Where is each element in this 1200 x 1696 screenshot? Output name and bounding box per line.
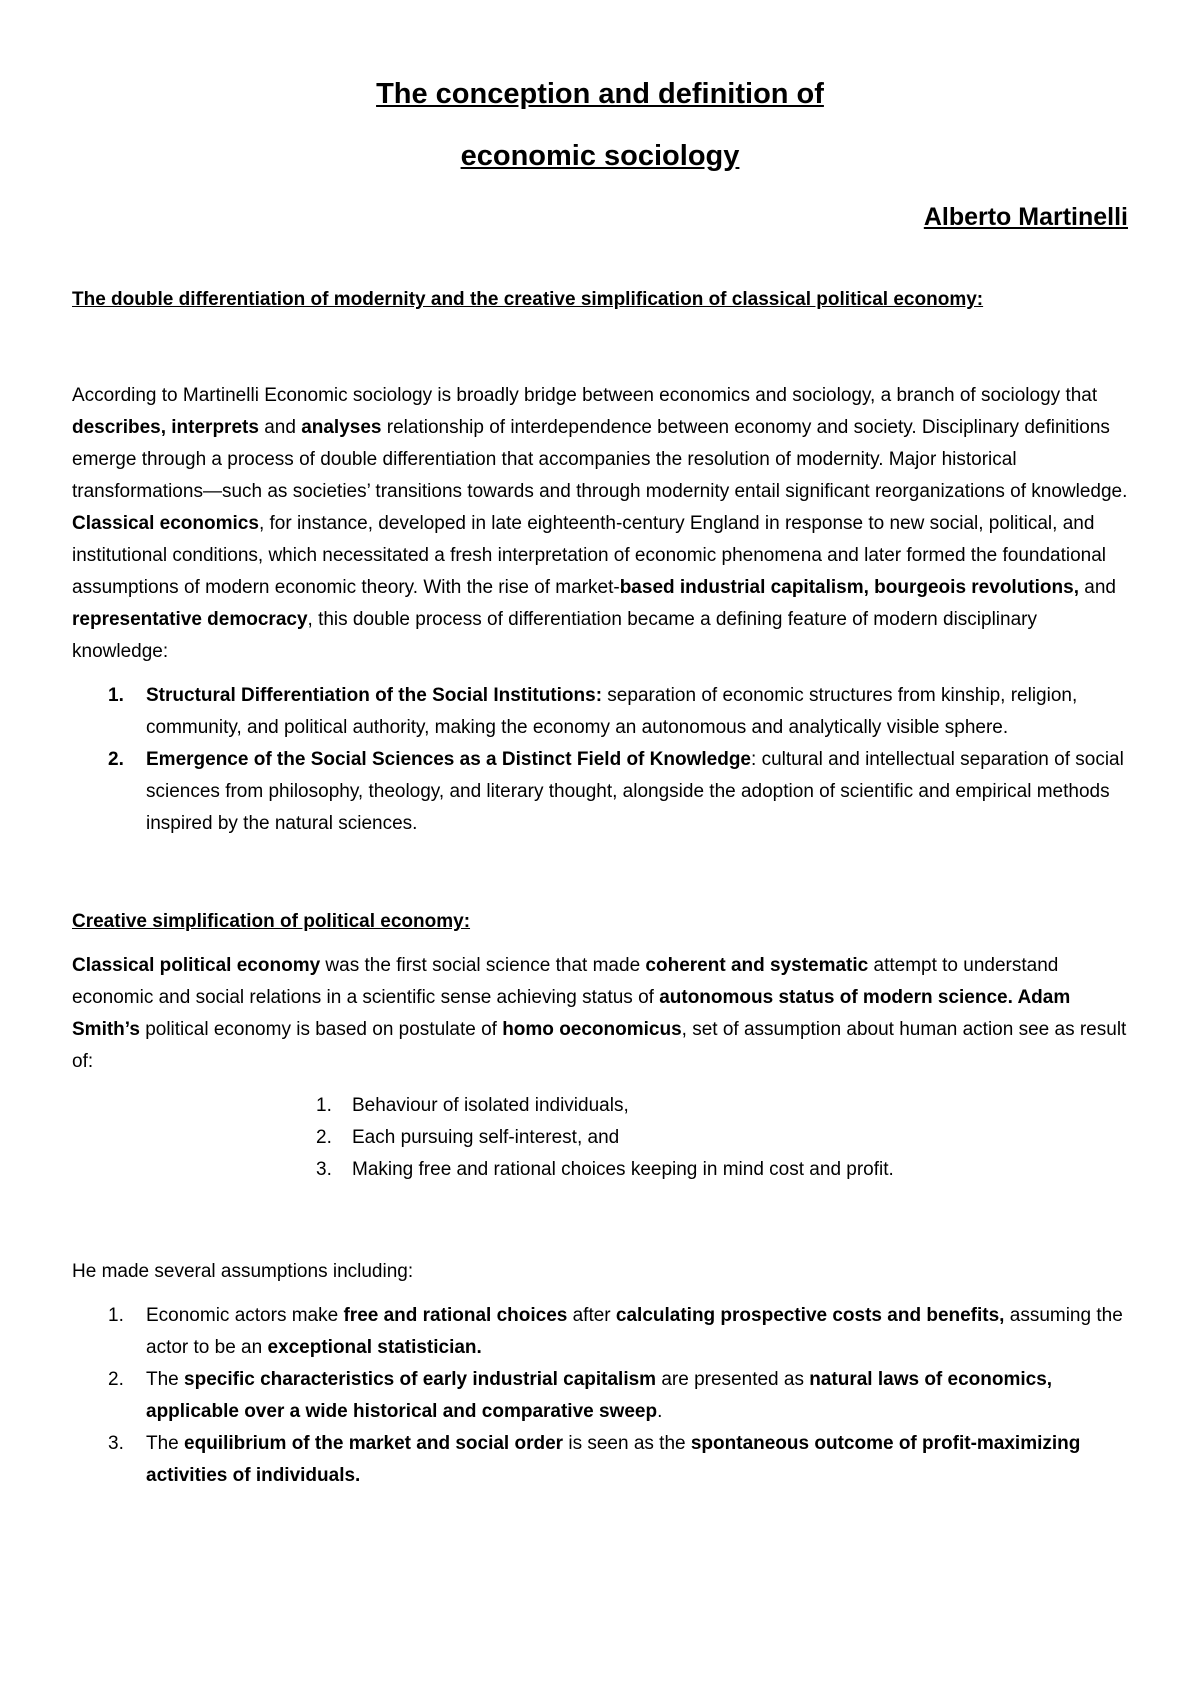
list-item: 2. Each pursuing self-interest, and — [316, 1127, 620, 1148]
list-item: 2. The specific characteristics of early industrial capitalism are presented as natural laws of economics, applicable over a wide historical and comparative sweep. — [108, 1369, 1053, 1422]
section2-paragraph: Classical political economy was the first social science that made coherent and systematic attempt to understand economic and social relations in a scientific sense achieving status of autonomous status of modern science. Adam Smith’s political economy is based on postulate of homo oeconomicus, set of assumption about human action see as result of: — [72, 955, 1127, 1072]
differentiation-list — [72, 680, 1128, 840]
list-item: 3. The equilibrium of the market and social order is seen as the spontaneous outcome of profit-maximizing activities of individuals. — [108, 1433, 1081, 1486]
section-heading-double-differentiation: The double differentiation of modernity and the creative simplification of classical political economy: — [72, 289, 984, 310]
assumptions-list — [72, 1300, 1128, 1492]
list-item: 1. Structural Differentiation of the Social Institutions: separation of economic structures from kinship, religion, community, and political authority, making the economy an autonomous and analytically visible sphere. — [108, 685, 1078, 738]
section-heading-creative-simplification: Creative simplification of political economy: — [72, 911, 471, 932]
section1-paragraph: According to Martinelli Economic sociology is broadly bridge between economics and sociology, a branch of sociology that describes, interprets and analyses relationship of interdependence between economy and society. Disciplinary definitions emerge through a process of double differentiation that accompanies the resolution of modernity. Major historical transformations—such as societies’ transitions towards and through modernity entail significant reorganizations of knowledge. Classical economics, for instance, developed in late eighteenth-century England in response to new social, political, and institutional conditions, which necessitated a fresh interpretation of economic phenomena and later formed the foundational assumptions of modern economic theory. With the rise of market-based industrial capitalism, bourgeois revolutions, and representative democracy, this double process of differentiation became a defining feature of modern disciplinary knowledge: — [72, 385, 1128, 662]
document-author: Alberto Martinelli — [923, 203, 1128, 231]
assumptions-intro: He made several assumptions including: — [72, 1261, 414, 1282]
document-title-line-2: economic sociology — [460, 140, 740, 172]
list-item: 2. Emergence of the Social Sciences as a Distinct Field of Knowledge: cultural and intellectual separation of social sciences from philosophy, theology, and literary thought, alongside the adoption of scientific and empirical methods inspired by the natural sciences. — [108, 749, 1124, 834]
homo-oeconomicus-list — [72, 1090, 1128, 1186]
list-item: 3. Making free and rational choices keeping in mind cost and profit. — [316, 1159, 894, 1180]
list-item: 1. Behaviour of isolated individuals, — [316, 1095, 629, 1116]
list-item: 1. Economic actors make free and rational choices after calculating prospective costs and benefits, assuming the actor to be an exceptional statistician. — [108, 1305, 1123, 1358]
document-title-line-1: The conception and definition of — [376, 78, 824, 110]
